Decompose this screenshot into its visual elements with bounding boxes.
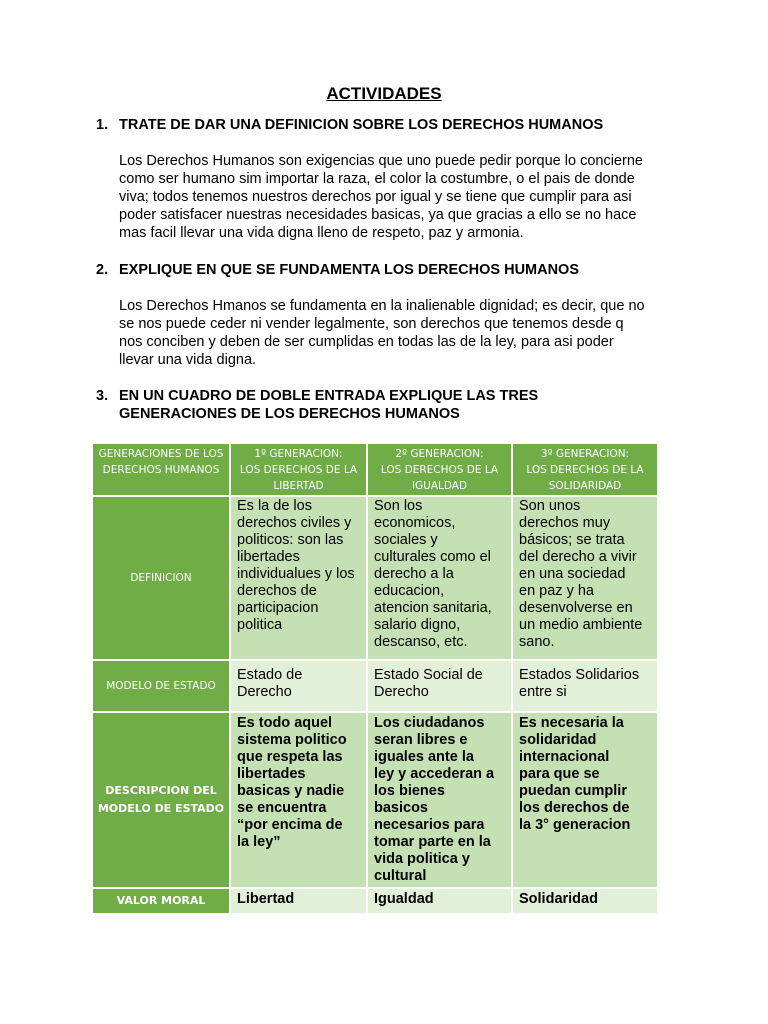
table-row-descripcion [93, 712, 657, 888]
header-cell-1-generacion: 1º GENERACION: LOS DERECHOS DE LA LIBERTAD [230, 444, 367, 496]
answer-2 [119, 297, 689, 369]
table-cell: Los ciudadanos seran libres e iguales ante la ley y accederan a los bienes basicos necesarios para tomar parte en la vida politica y cultural [367, 712, 512, 888]
question-line: GENERACIONES DE LOS DERECHOS HUMANOS [119, 406, 460, 422]
header-cell-3-generacion: 3º GENERACION: LOS DERECHOS DE LA SOLIDARIDAD [512, 444, 657, 496]
row-label-modelo-de-estado: MODELO DE ESTADO [93, 660, 230, 712]
answer-line: nos conciben y deben de ser cumplidas en todas las de la ley, para asi poder [119, 334, 614, 350]
table-cell: Es todo aquel sistema politico que respeta las libertades basicas y nadie se encuentra “por encima de la ley” [230, 712, 367, 888]
answer-line: llevar una vida digna. [119, 352, 257, 368]
row-label-descripcion: DESCRIPCION DEL MODELO DE ESTADO [93, 712, 230, 888]
table-cell: Estados Solidarios entre si [512, 660, 657, 712]
page-title: ACTIVIDADES [326, 84, 442, 103]
generations-table [93, 444, 657, 915]
table-row-modelo-de-estado [93, 660, 657, 712]
table-header-row [93, 444, 657, 496]
question-number: 3. [96, 388, 109, 404]
answer-1 [119, 152, 689, 242]
table-cell: Son unos derechos muy básicos; se trata del derecho a vivir en una sociedad en paz y ha desenvolverse en un medio ambiente sano. [512, 496, 657, 660]
question-number: 2. [96, 262, 109, 278]
question-3 [96, 387, 686, 423]
question-line: EN UN CUADRO DE DOBLE ENTRADA EXPLIQUE LAS TRES [119, 388, 539, 404]
answer-line: mas facil llevar una vida digna lleno de respeto, paz y armonia. [119, 225, 524, 241]
question-2 [96, 261, 686, 279]
question-text [119, 387, 686, 423]
answer-line: Los Derechos Humanos son exigencias que uno puede pedir porque lo concierne [119, 153, 643, 169]
answer-line: como ser humano sim importar la raza, el color la costumbre, o el pais de donde [119, 171, 635, 187]
question-line: TRATE DE DAR UNA DEFINICION SOBRE LOS DERECHOS HUMANOS [119, 117, 604, 133]
question-1 [96, 116, 686, 134]
table-cell: Solidaridad [512, 888, 657, 914]
answer-line: poder satisfacer nuestras necesidades basicas, ya que gracias a ello se no hace [119, 207, 637, 223]
table-cell: Estado Social de Derecho [367, 660, 512, 712]
question-text [119, 116, 686, 134]
table-cell: Estado de Derecho [230, 660, 367, 712]
table-row-definicion [93, 496, 657, 660]
answer-line: Los Derechos Hmanos se fundamenta en la inalienable dignidad; es decir, que no [119, 298, 645, 314]
answer-line: se nos puede ceder ni vender legalmente, son derechos que tenemos desde q [119, 316, 624, 332]
header-cell-2-generacion: 2º GENERACION: LOS DERECHOS DE LA IGUALDAD [367, 444, 512, 496]
question-line: EXPLIQUE EN QUE SE FUNDAMENTA LOS DERECHOS HUMANOS [119, 262, 580, 278]
row-label-definicion: DEFINICION [93, 496, 230, 660]
header-cell-generaciones: GENERACIONES DE LOS DERECHOS HUMANOS [93, 444, 230, 496]
table-cell: Es la de los derechos civiles y politicos: son las libertades individualues y los derechos de participacion politica [230, 496, 367, 660]
table-cell: Igualdad [367, 888, 512, 914]
row-label-valor-moral: VALOR MORAL [93, 888, 230, 914]
answer-line: viva; todos tenemos nuestros derechos por igual y se tiene que cumplir para asi [119, 189, 632, 205]
table-row-valor-moral [93, 888, 657, 914]
question-text [119, 261, 686, 279]
question-number: 1. [96, 117, 109, 133]
table-cell: Libertad [230, 888, 367, 914]
table-cell: Son los economicos, sociales y culturales como el derecho a la educacion, atencion sanitaria, salario digno, descanso, etc. [367, 496, 512, 660]
table-cell: Es necesaria la solidaridad internacional para que se puedan cumplir los derechos de la 3° generacion [512, 712, 657, 888]
